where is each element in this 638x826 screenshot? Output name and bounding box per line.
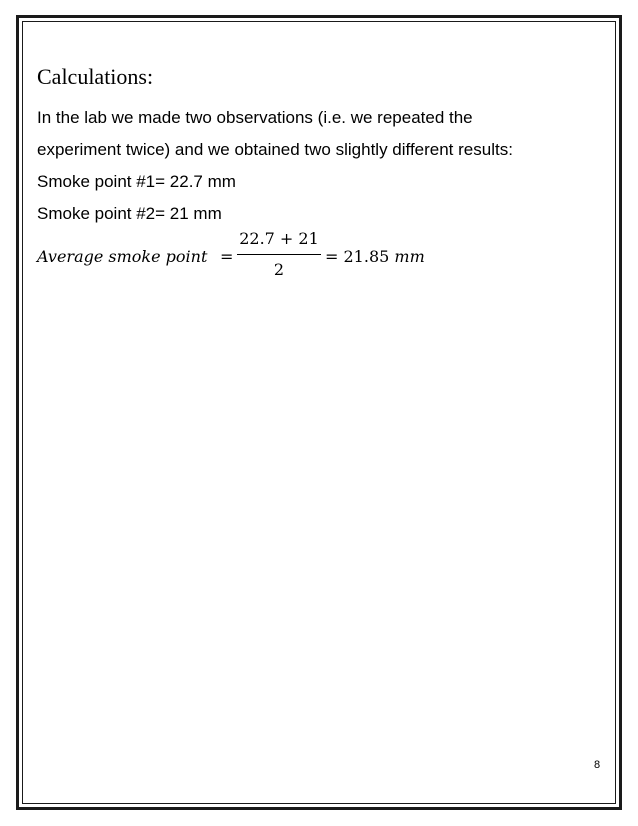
page-border-inner	[22, 21, 616, 804]
fraction-bar	[237, 254, 321, 255]
smoke-point-2-text: Smoke point #2= 21 mm	[37, 204, 222, 223]
paragraph-line-2: experiment twice) and we obtained two slightly different results:	[37, 140, 513, 159]
equation-lhs: Average smoke point	[37, 247, 208, 266]
equation-numerator: 22.7 + 21	[239, 229, 319, 248]
equation-result-value: = 21.85	[325, 247, 390, 266]
equation-result	[325, 247, 425, 266]
equation-equals-sign: =	[220, 247, 234, 266]
smoke-point-1-text: Smoke point #1= 22.7 mm	[37, 172, 236, 191]
page-number: 8	[594, 759, 601, 771]
equation-fraction	[237, 228, 321, 281]
calculations-heading: Calculations:	[37, 64, 154, 89]
equation-unit: mm	[394, 247, 425, 266]
equation-denominator: 2	[273, 260, 285, 279]
paragraph-line-1: In the lab we made two observations (i.e. we repeated the	[37, 108, 473, 127]
